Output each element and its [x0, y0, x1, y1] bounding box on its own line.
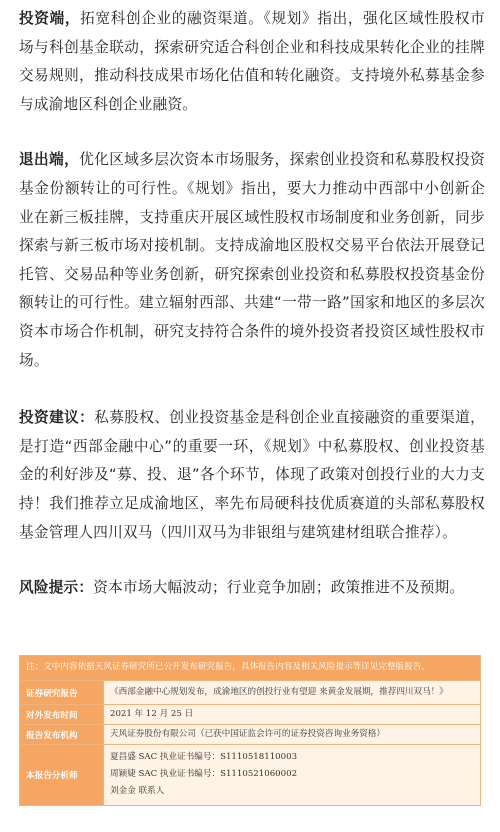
advice-lead: 投资建议：: [19, 409, 95, 427]
analysts-label: 本报告分析师: [20, 745, 104, 805]
publish-date-label: 对外发布时间: [20, 705, 104, 724]
report-title-value: 《西部金融中心规划发布，成渝地区的创投行业有望迎 来黄金发展期，推荐四川双马！》: [110, 687, 448, 697]
publish-date-row: [20, 704, 480, 724]
advice-paragraph: [19, 404, 485, 547]
analysts-list: [104, 745, 480, 805]
advice-text: 私募股权、创业投资基金是科创企业直接融资的重要渠道，是打造“西部金融中心”的重要一环，《规划》中私募股权、创业投资基金的利好涉及“募、投、退”各个环节，体现了政策对创投行业的大力支持！我们推荐立足成渝地区，率先布局硬科技优质赛道的头部私募股权基金管理人四川双马（四川双马为非银组与建筑建材组联合推荐）。: [19, 409, 485, 541]
risk-text: 资本市场大幅波动；行业竞争加剧；政策推进不及预期。: [93, 579, 465, 597]
analysts-row: [20, 744, 480, 805]
investment-paragraph: [19, 5, 485, 119]
report-title-row: [20, 680, 480, 704]
publish-date-value: 2021 年 12 月 25 日: [110, 709, 194, 719]
report-title-label: 证券研究报告: [20, 681, 104, 704]
investment-lead: 投资端，: [19, 10, 81, 27]
investment-text: 拓宽科创企业的融资渠道。《规划》指出，强化区域性股权市场与科创基金联动，探索研究适合科创企业和科技成果转化企业的挂牌交易规则，推动科技成果市场化估值和转化融资。支持境外私募基金参与成渝地区科创企业融资。: [19, 10, 485, 113]
exit-paragraph: [19, 146, 485, 375]
publisher-row: [20, 724, 480, 744]
analyst-entry: 刘金金 联系人: [110, 786, 165, 796]
risk-lead: 风险提示：: [19, 579, 94, 597]
exit-text: 优化区域多层次资本市场服务，探索创业投资和私募股权投资基金份额转让的可行性。《规划》指出，要大力推动中西部中小创新企业在新三板挂牌，支持重庆开展区域性股权市场制度和业务创新，同步探索与新三板市场对接机制。支持成渝地区股权交易平台依法开展登记托管、交易品种等业务创新，研究探索创业投资和私募股权投资基金份额转让的可行性。建立辐射西部、共建“一带一路”国家和地区的多层次资本市场合作机制，研究支持符合条件的境外投资者投资区域性股权市场。: [19, 151, 485, 369]
analyst-entry: 夏昌盛 SAC 执业证书编号：S1110518110003: [110, 752, 298, 762]
report-disclaimer-note: 注：文中内容依据天风证券研究所已公开发布研究报告，具体报告内容及相关风险提示等详见完整版报告。: [20, 656, 480, 680]
publisher-value: 天风证券股份有限公司（已获中国证监会许可的证券投资咨询业务资格）: [110, 729, 386, 739]
risk-paragraph: [19, 574, 485, 603]
publisher-label: 报告发布机构: [20, 725, 104, 744]
article-body: [19, 0, 485, 603]
exit-lead: 退出端，: [19, 151, 80, 169]
report-info-table: [19, 655, 481, 806]
analyst-entry: 周颖婕 SAC 执业证书编号：S1110521060002: [110, 769, 298, 779]
